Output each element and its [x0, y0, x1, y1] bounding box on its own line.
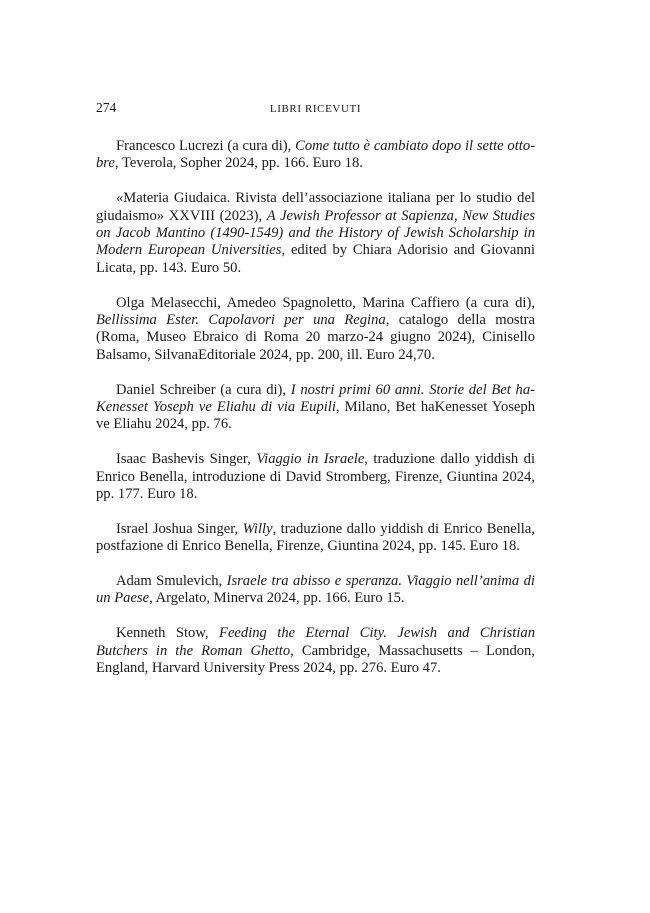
- entry-text: , Argelato, Minerva 2024, pp. 166. Euro 15.: [149, 590, 405, 607]
- entry-title: I nostri primi 60 anni. Storie del Bet ha-Kenesset Yoseph ve Eliahu di via Eupili: [96, 381, 535, 416]
- entry-text: , edited by Chiara Adorisio and Giovanni Licata, pp. 143. Euro 50.: [96, 242, 535, 276]
- book-entry: [96, 295, 535, 365]
- entry-text: Olga Melasecchi, Amedeo Spagnoletto, Marina Caffiero (a cura di),: [116, 294, 535, 311]
- book-entry: [96, 521, 535, 556]
- entry-text: , Teverola, Sopher 2024, pp. 166. Euro 18.: [114, 155, 363, 172]
- book-entry: [96, 573, 535, 608]
- entry-text: Isaac Bashevis Singer,: [116, 451, 257, 468]
- entry-text: , traduzione dallo yiddish di Enrico Benella, introduzione di David Stromberg, Firenze, Giuntina 2024, pp. 177. Euro 18.: [96, 451, 535, 503]
- page-header: [96, 100, 535, 118]
- book-entry: [96, 190, 535, 277]
- entry-text: , traduzione dallo yiddish di Enrico Benella, postfazione di Enrico Benella, Firenze, Giuntina 2024, pp. 145. Euro 18.: [96, 520, 535, 555]
- page-number: 274: [96, 100, 117, 115]
- entry-text: Francesco Lucrezi (a cura di),: [116, 138, 296, 154]
- entry-text: , catalogo della mostra (Roma, Museo Ebraico di Roma 20 marzo-24 giugno 2024), Cinisello Balsamo, SilvanaEditoriale 2024, pp. 200, ill. Euro 24,70.: [96, 312, 535, 363]
- entry-title: Willy: [242, 520, 273, 537]
- entry-title: Bellissima Ester. Capolavori per una Regina: [96, 312, 386, 329]
- entry-text: Adam Smulevich,: [116, 573, 227, 590]
- entry-text: «Materia Giudaica. Rivista dell’associazione italiana per lo studio del giudaismo» XXVIII (2023),: [96, 190, 535, 224]
- entry-title: Feeding the Eternal City. Jewish and Christian Butchers in the Roman Ghetto: [96, 625, 535, 659]
- book-entry: [96, 451, 535, 503]
- book-list: [96, 138, 535, 695]
- entry-text: Daniel Schreiber (a cura di),: [116, 381, 291, 398]
- book-entry: [96, 382, 535, 434]
- entry-text: Israel Joshua Singer,: [116, 520, 243, 537]
- entry-text: Kenneth Stow,: [116, 625, 220, 642]
- entry-title: A Jewish Professor at Sapienza, New Studies on Jacob Mantino (1490-1549) and the History of Jewish Scholarship in Modern European Universities: [96, 207, 535, 259]
- book-entry: [96, 625, 535, 677]
- book-entry: [96, 138, 535, 173]
- entry-text: , Milano, Bet haKenesset Yoseph ve Eliahu 2024, pp. 76.: [96, 399, 536, 433]
- entry-title: Come tutto è cambiato dopo il sette otto-bre: [96, 138, 535, 172]
- entry-text: , Cambridge, Massachusetts – London, England, Harvard University Press 2024, pp. 276. Euro 47.: [96, 642, 536, 677]
- entry-title: Israele tra abisso e speranza. Viaggio nell’anima di un Paese: [96, 573, 535, 607]
- running-head: LIBRI RICEVUTI: [269, 103, 362, 115]
- entry-title: Viaggio in Israele: [256, 451, 365, 468]
